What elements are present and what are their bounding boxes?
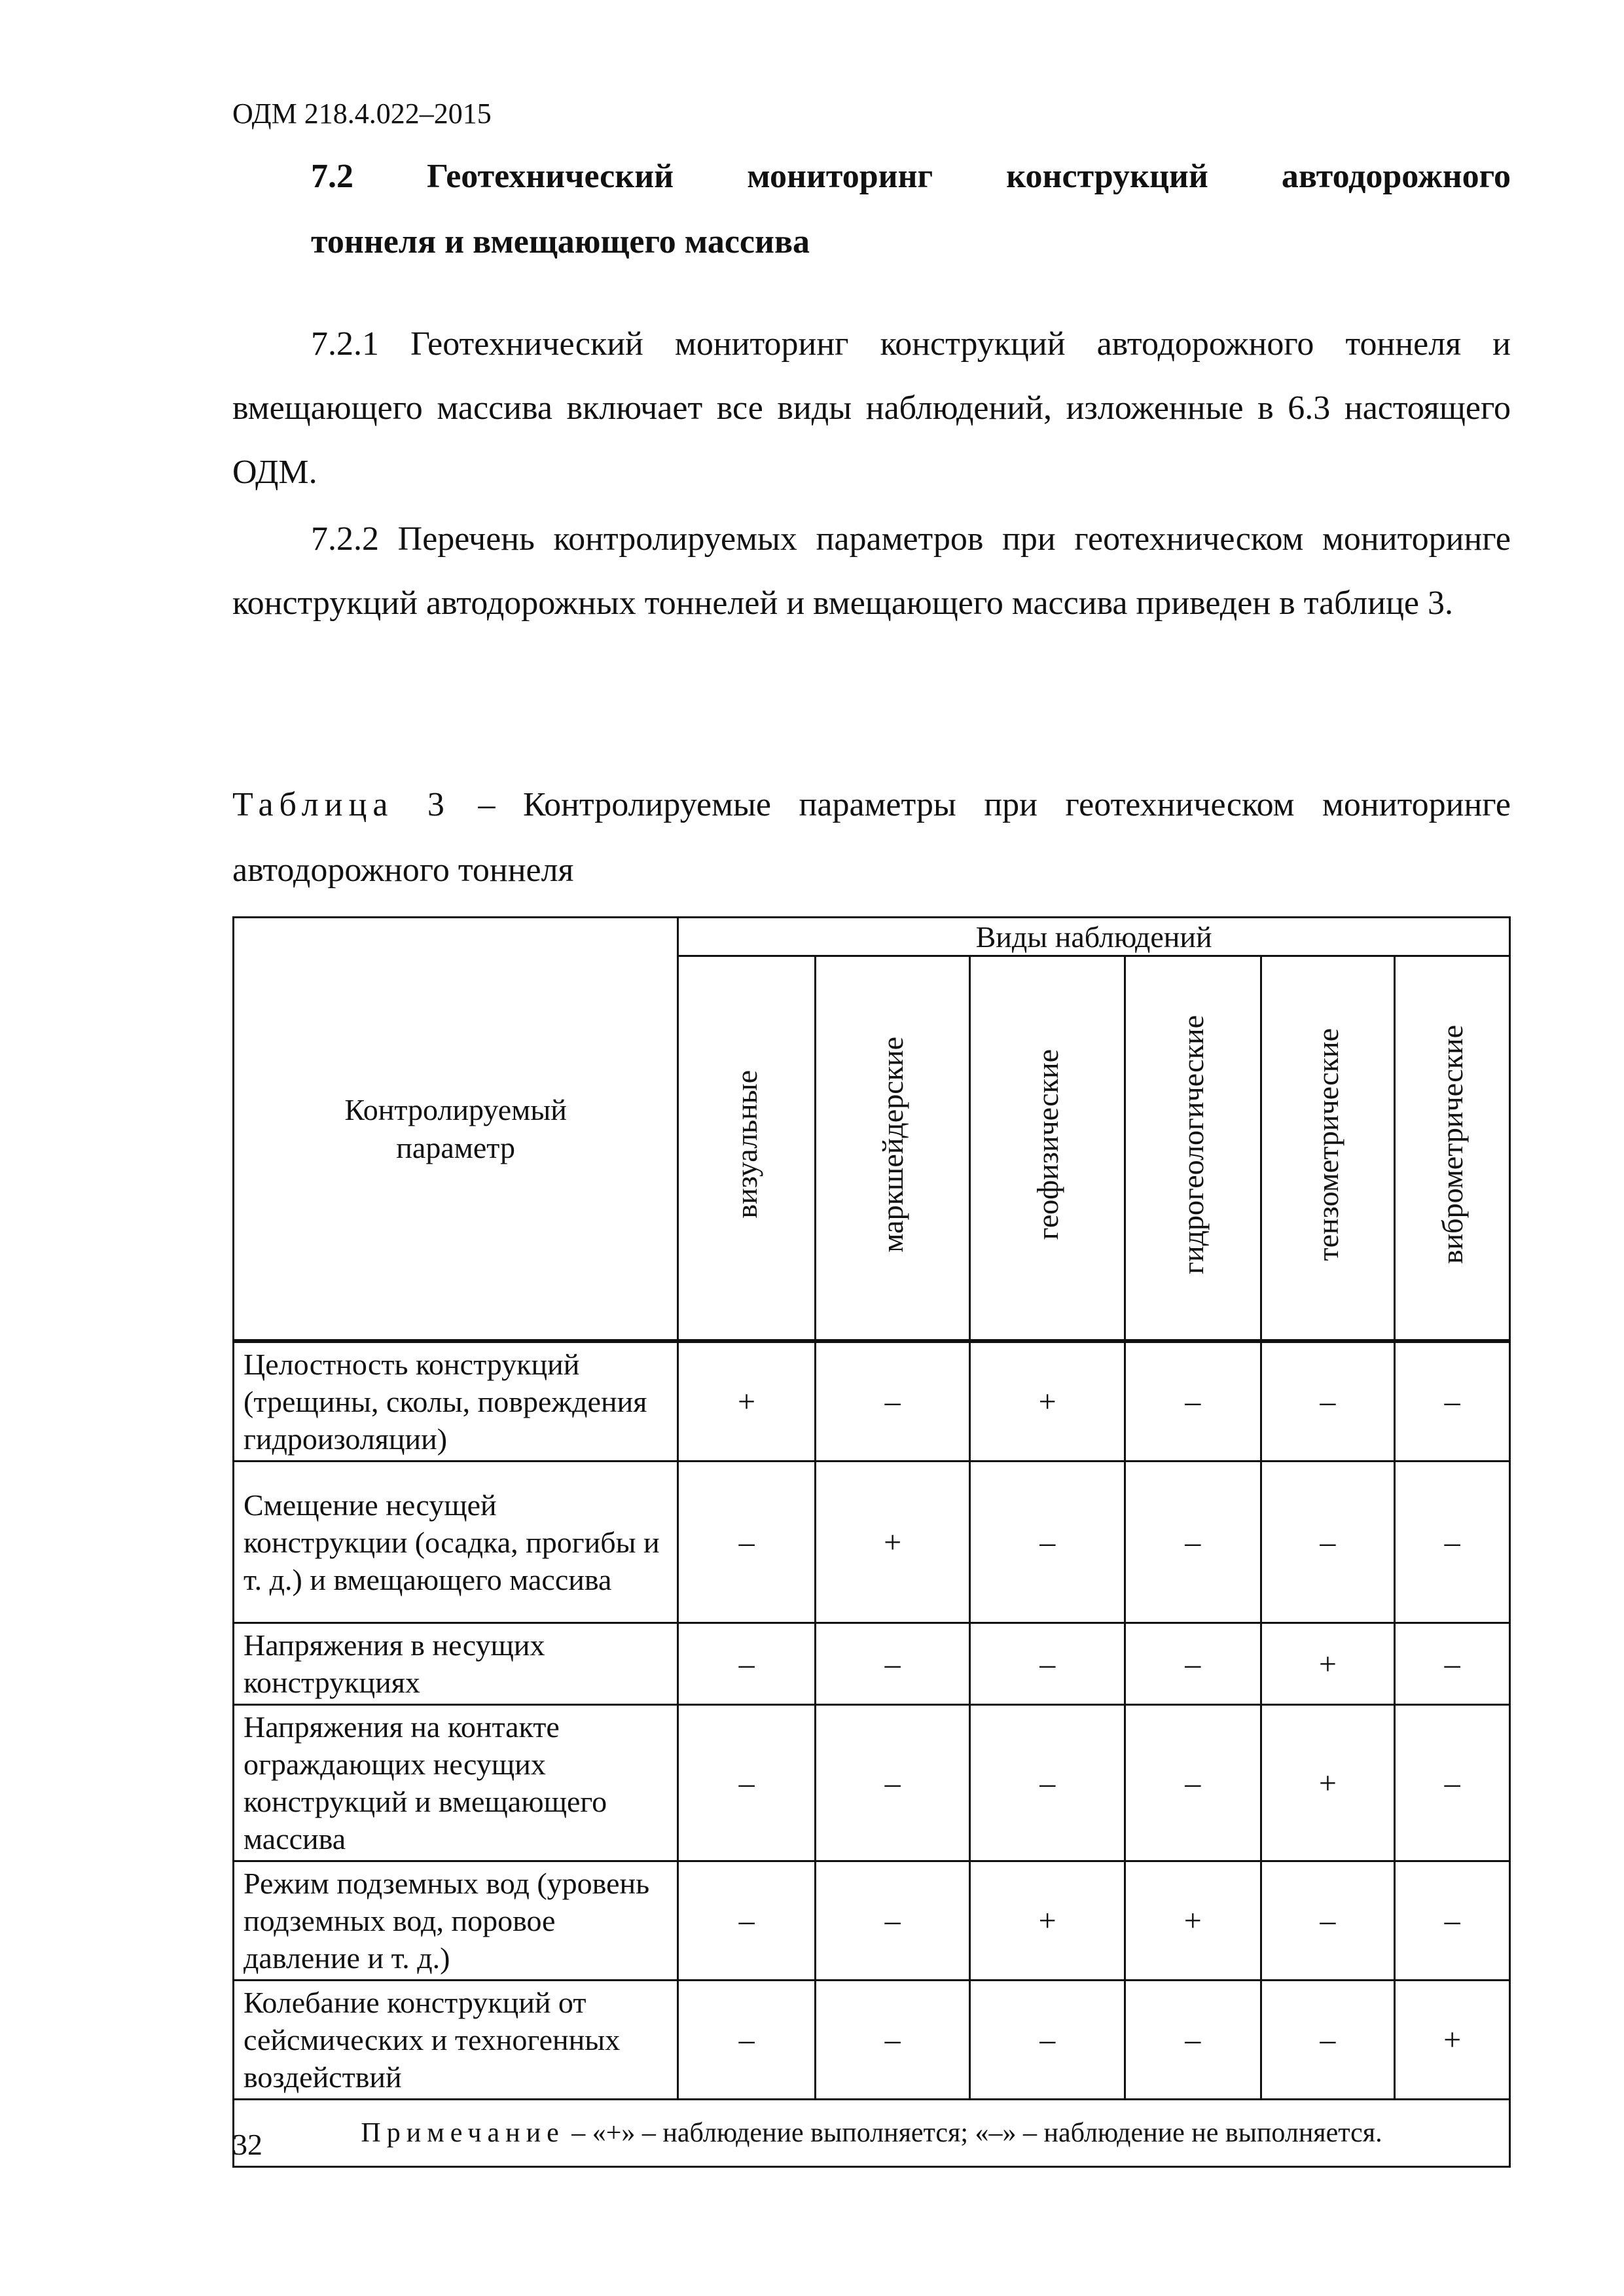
row-mark: –: [1395, 1623, 1510, 1705]
row-parameter: Целостность конструкций (трещины, сколы, повреждения гидроизоляции): [234, 1341, 678, 1462]
row-mark: –: [1395, 1705, 1510, 1861]
row-parameter: Режим подземных вод (уровень подземных вод, поровое давление и т. д.): [234, 1861, 678, 1981]
row-mark: –: [1125, 1462, 1261, 1623]
column-header-tensometric: тензометрические: [1261, 956, 1395, 1342]
row-mark: –: [970, 1705, 1125, 1861]
row-mark: +: [1395, 1981, 1510, 2100]
row-mark: –: [1125, 1623, 1261, 1705]
column-header-visual: визуальные: [678, 956, 816, 1342]
table-note-text: – «+» – наблюдение выполняется; «–» – наблюдение не выполняется.: [564, 2118, 1382, 2148]
row-mark: –: [815, 1623, 970, 1705]
row-mark: –: [815, 1981, 970, 2100]
row-mark: +: [970, 1861, 1125, 1981]
row-mark: –: [1395, 1341, 1510, 1462]
row-parameter: Напряжения на контакте ограждающих несущих конструкций и вмещающего массива: [234, 1705, 678, 1861]
row-mark: +: [1261, 1705, 1395, 1861]
table-caption-label: Таблица 3: [232, 786, 450, 823]
table-caption: [232, 772, 1511, 903]
row-mark: –: [678, 1861, 816, 1981]
row-mark: –: [1261, 1861, 1395, 1981]
row-mark: –: [1395, 1462, 1510, 1623]
row-mark: –: [970, 1981, 1125, 2100]
column-header-survey: маркшейдерские: [815, 956, 970, 1342]
row-mark: –: [1125, 1981, 1261, 2100]
row-parameter: Смещение несущей конструкции (осадка, прогибы и т. д.) и вмещающего массива: [234, 1462, 678, 1623]
table-row: [234, 1705, 1510, 1861]
table-row: [234, 1981, 1510, 2100]
row-mark: +: [815, 1462, 970, 1623]
paragraph-7-2-2: 7.2.2 Перечень контролируемых параметров при геотехническом мониторинге конструкций автодорожных тоннелей и вмещающего массива приведен в таблице 3.: [232, 520, 1511, 622]
row-mark: –: [1261, 1981, 1395, 2100]
row-mark: –: [678, 1623, 816, 1705]
row-mark: –: [1125, 1341, 1261, 1462]
paragraph-7-2-1: 7.2.1 Геотехнический мониторинг конструкций автодорожного тоннеля и вмещающего массива включает все виды наблюдений, изложенные в 6.3 настоящего ОДМ.: [232, 325, 1511, 491]
row-mark: –: [815, 1341, 970, 1462]
parameters-table: [232, 916, 1511, 2168]
row-mark: –: [970, 1462, 1125, 1623]
row-mark: –: [1125, 1705, 1261, 1861]
section-heading-line2: тоннеля и вмещающего массива: [311, 223, 810, 260]
row-mark: –: [678, 1462, 816, 1623]
table-note-label: Примечание: [361, 2118, 565, 2148]
row-parameter: Колебание конструкций от сейсмических и техногенных воздействий: [234, 1981, 678, 2100]
column-header-geophysical: геофизические: [970, 956, 1125, 1342]
param-column-header: Контролируемый параметр: [234, 918, 678, 1342]
document-code: ОДМ 218.4.022–2015: [232, 98, 492, 130]
observation-types-header: Виды наблюдений: [678, 918, 1510, 956]
table-row: [234, 1623, 1510, 1705]
table-note: [234, 2100, 1510, 2167]
row-mark: –: [1261, 1462, 1395, 1623]
row-parameter: Напряжения в несущих конструкциях: [234, 1623, 678, 1705]
row-mark: –: [815, 1861, 970, 1981]
section-heading-line1: 7.2 Геотехнический мониторинг конструкций автодорожного: [311, 158, 1511, 195]
row-mark: –: [678, 1705, 816, 1861]
table-row: [234, 1462, 1510, 1623]
column-header-hydrogeological: гидрогеологические: [1125, 956, 1261, 1342]
row-mark: +: [678, 1341, 816, 1462]
table-row: [234, 1861, 1510, 1981]
table-caption-text: – Контролируемые параметры при геотехническом мониторинге автодорожного тоннеля: [232, 786, 1511, 889]
column-header-vibrometric: виброметрические: [1395, 956, 1510, 1342]
row-mark: –: [970, 1623, 1125, 1705]
row-mark: –: [1395, 1861, 1510, 1981]
page-number: 32: [232, 2128, 262, 2161]
row-mark: +: [1261, 1623, 1395, 1705]
row-mark: –: [1261, 1341, 1395, 1462]
row-mark: –: [678, 1981, 816, 2100]
row-mark: +: [970, 1341, 1125, 1462]
row-mark: +: [1125, 1861, 1261, 1981]
row-mark: –: [815, 1705, 970, 1861]
table-row: [234, 1341, 1510, 1462]
